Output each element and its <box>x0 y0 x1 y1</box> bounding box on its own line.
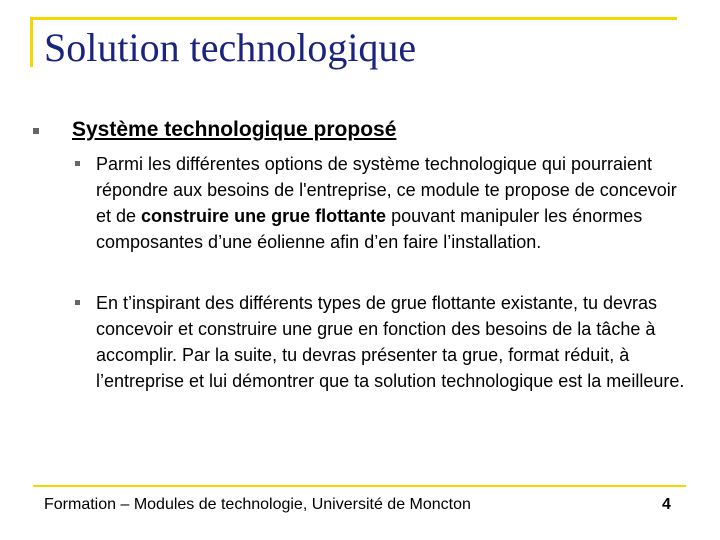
bullet-text-1-part2: pouvant manipuler les énormes composantes d’une éolienne afin d’en faire l’installation. <box>96 206 643 252</box>
slide-title: Solution technologique <box>44 25 417 70</box>
bullet-text-2: En t’inspirant des différents types de grue flottante existante, tu devras concevoir et construire une grue en fonction des besoins de la tâche à accomplir. Par la suite, tu devras présenter ta grue, format réduit, à l’entreprise et lui démontrer que ta solution technologique est la meilleure. <box>96 293 685 391</box>
bullet-text-1 <box>96 151 696 255</box>
bullet-text-1-part1: Parmi les différentes options de système technologique qui pourraient répondre aux besoins de l'entreprise, ce module te propose de concevoir et de <box>96 154 677 226</box>
page-number: 4 <box>662 496 671 513</box>
frame-left-line <box>30 17 33 67</box>
sub-bullet-marker <box>75 300 80 305</box>
footer-divider <box>33 485 686 487</box>
bullet-marker <box>33 128 39 134</box>
frame-top-line <box>30 17 677 20</box>
sub-bullet-marker <box>75 161 80 166</box>
footer-text: Formation – Modules de technologie, Université de Moncton <box>44 496 471 513</box>
bullet-text-1-bold: construire une grue flottante <box>141 206 387 226</box>
section-heading: Système technologique proposé <box>72 118 397 141</box>
